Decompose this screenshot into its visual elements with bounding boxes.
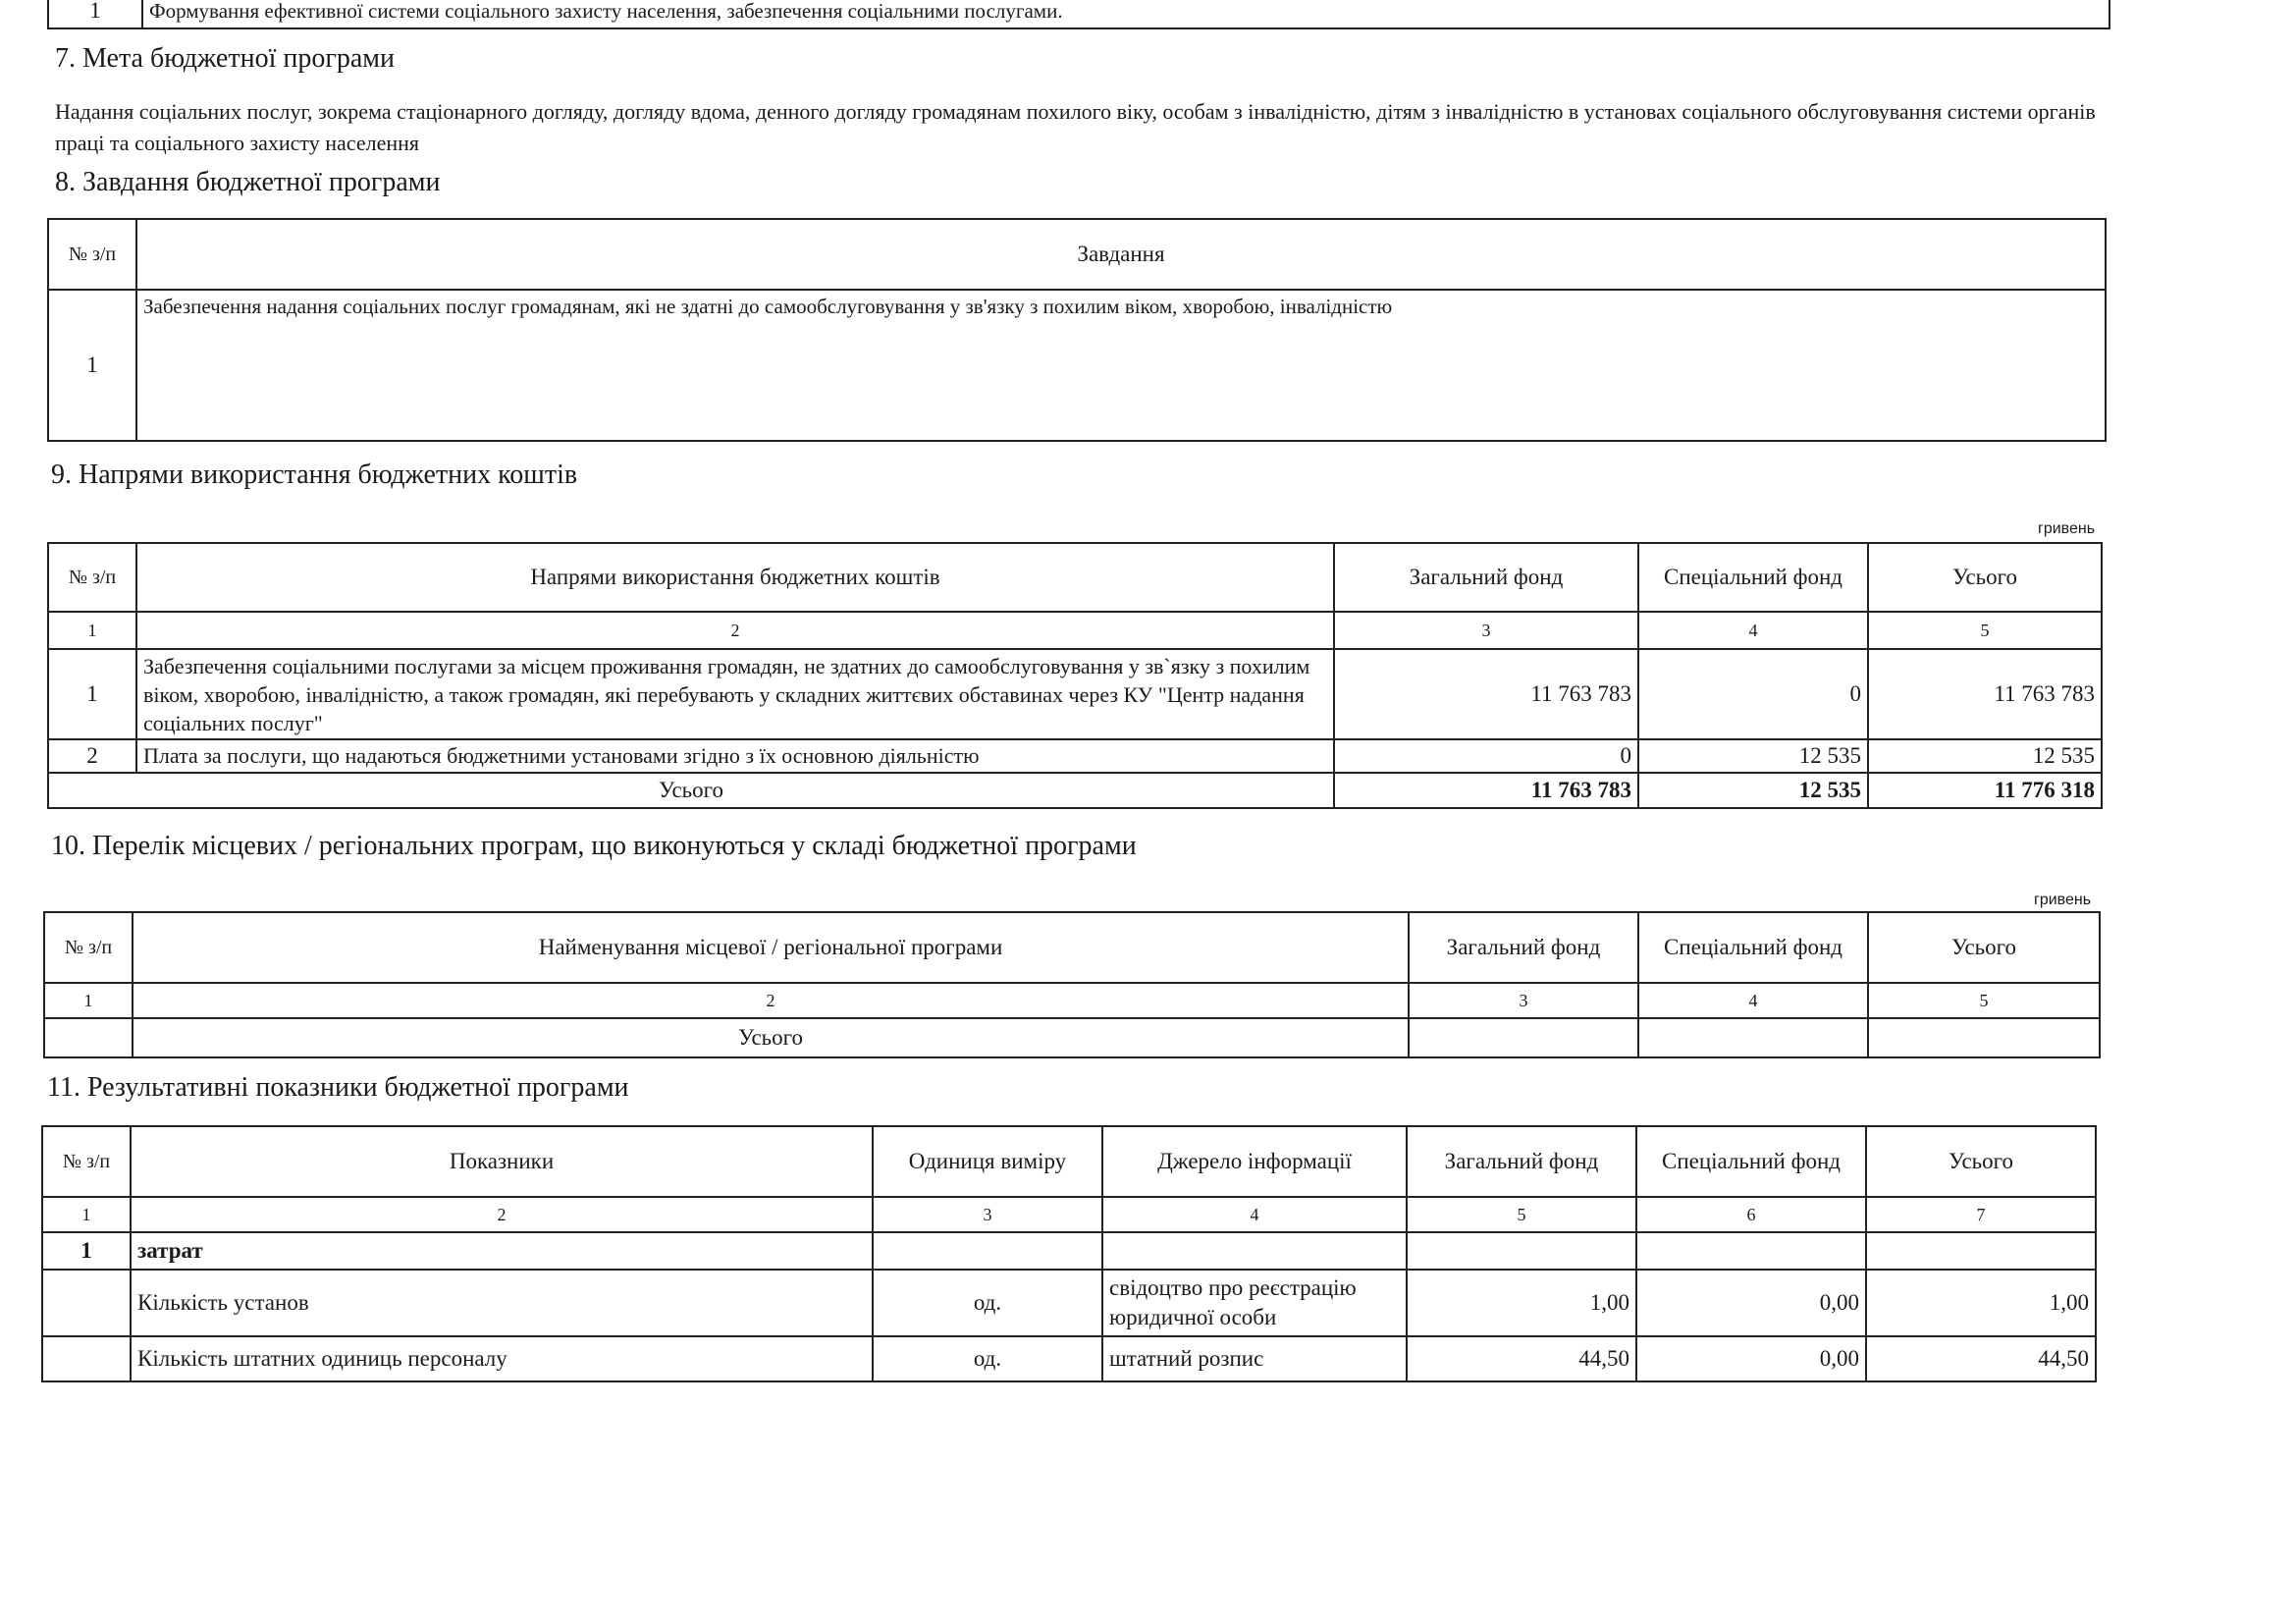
header-num: № з/п <box>48 543 136 612</box>
column-number: 4 <box>1638 983 1868 1018</box>
section7-text: Надання соціальних послуг, зокрема стаціонарного догляду, догляду вдома, денного догляду громадянам похилого віку, особам з інвалідністю, дітям з інвалідністю в установах соціального обслуговування системи органів праці та соціального захисту населення <box>55 99 2096 155</box>
table-cell: 44,50 <box>1407 1336 1636 1381</box>
column-number: 4 <box>1638 612 1868 649</box>
table-cell <box>1636 1232 1866 1270</box>
table-cell <box>1409 1018 1638 1057</box>
section8-title: 8. Завдання бюджетної програми <box>55 167 441 197</box>
header-unit: Одиниця виміру <box>873 1126 1102 1197</box>
table-row <box>42 1270 2096 1336</box>
header-general-fund: Загальний фонд <box>1407 1126 1636 1197</box>
unit-label: гривень <box>2038 520 2096 537</box>
group-number: 1 <box>42 1232 131 1270</box>
column-number: 4 <box>1102 1197 1407 1232</box>
table-cell: 2 <box>48 739 136 773</box>
table-cell: 0,00 <box>1636 1270 1866 1336</box>
total-total: 11 776 318 <box>1868 773 2102 808</box>
indicators-table <box>41 1125 2097 1382</box>
header-source: Джерело інформації <box>1102 1126 1407 1197</box>
table-cell: 44,50 <box>1866 1336 2096 1381</box>
header-num: № з/п <box>48 219 136 290</box>
section6-table-tail <box>47 0 2110 29</box>
column-number: 2 <box>136 612 1334 649</box>
tasks-table <box>47 218 2107 442</box>
header-special-fund: Спеціальний фонд <box>1638 912 1868 983</box>
column-number: 1 <box>48 612 136 649</box>
total-row <box>44 1018 2100 1057</box>
header-special-fund: Спеціальний фонд <box>1638 543 1868 612</box>
table-cell: 1,00 <box>1866 1270 2096 1336</box>
table-cell <box>1868 1018 2100 1057</box>
column-number: 2 <box>131 1197 873 1232</box>
group-label: затрат <box>131 1232 873 1270</box>
table-row <box>48 649 2102 739</box>
table-cell: 12 535 <box>1868 739 2102 773</box>
table-cell: од. <box>873 1336 1102 1381</box>
header-general-fund: Загальний фонд <box>1334 543 1638 612</box>
table-cell <box>44 1018 133 1057</box>
header-total: Усього <box>1868 543 2102 612</box>
table-row <box>42 1336 2096 1381</box>
column-number: 6 <box>1636 1197 1866 1232</box>
table-cell: 11 763 783 <box>1868 649 2102 739</box>
table-cell: Кількість штатних одиниць персоналу <box>131 1336 873 1381</box>
table-cell <box>1102 1232 1407 1270</box>
header-task: Завдання <box>136 219 2106 290</box>
column-number: 3 <box>1334 612 1638 649</box>
table-cell: 12 535 <box>1638 739 1868 773</box>
header-total: Усього <box>1866 1126 2096 1197</box>
table-cell: Плата за послуги, що надаються бюджетними установами згідно з їх основною діяльністю <box>136 739 1334 773</box>
table-cell <box>42 1270 131 1336</box>
table-row <box>48 739 2102 773</box>
table-cell: 0 <box>1638 649 1868 739</box>
header-general-fund: Загальний фонд <box>1409 912 1638 983</box>
group-row <box>42 1232 2096 1270</box>
total-general: 11 763 783 <box>1334 773 1638 808</box>
table-cell: 1 <box>48 649 136 739</box>
header-name: Показники <box>131 1126 873 1197</box>
table-cell: 1 <box>48 290 136 441</box>
table-cell: 0,00 <box>1636 1336 1866 1381</box>
table-cell: 0 <box>1334 739 1638 773</box>
expenditure-table <box>47 542 2103 809</box>
total-label: Усього <box>133 1018 1409 1057</box>
section10-title: 10. Перелік місцевих / регіональних програм, що виконуються у складі бюджетної програми <box>51 831 1137 861</box>
total-row <box>48 773 2102 808</box>
table-cell: Забезпечення соціальними послугами за місцем проживання громадян, не здатних до самообслуговування у зв`язку з похилим віком, хворобою, інвалідністю, а також громадян, які перебувають у складних життєвих обставинах через КУ "Центр надання соціальних послуг" <box>136 649 1334 739</box>
section9-title: 9. Напрями використання бюджетних коштів <box>51 460 578 490</box>
table-cell: Кількість установ <box>131 1270 873 1336</box>
section11-title: 11. Результативні показники бюджетної програми <box>47 1072 629 1103</box>
column-number: 1 <box>42 1197 131 1232</box>
column-number: 3 <box>873 1197 1102 1232</box>
column-number: 5 <box>1868 612 2102 649</box>
column-number: 7 <box>1866 1197 2096 1232</box>
table-cell <box>1407 1232 1636 1270</box>
header-num: № з/п <box>42 1126 131 1197</box>
column-number: 5 <box>1407 1197 1636 1232</box>
column-number: 1 <box>44 983 133 1018</box>
column-number: 3 <box>1409 983 1638 1018</box>
total-label: Усього <box>48 773 1334 808</box>
header-total: Усього <box>1868 912 2100 983</box>
table-cell <box>873 1232 1102 1270</box>
table-cell: штатний розпис <box>1102 1336 1407 1381</box>
total-special: 12 535 <box>1638 773 1868 808</box>
table-cell: Забезпечення надання соціальних послуг громадянам, які не здатні до самообслуговування у зв'язку з похилим віком, хворобою, інвалідністю <box>136 290 2106 441</box>
header-special-fund: Спеціальний фонд <box>1636 1126 1866 1197</box>
header-num: № з/п <box>44 912 133 983</box>
table-cell: 1 <box>48 0 142 28</box>
table-cell <box>42 1336 131 1381</box>
table-cell: Формування ефективної системи соціального захисту населення, забезпечення соціальними послугами. <box>142 0 2109 28</box>
table-cell: свідоцтво про реєстрацію юридичної особи <box>1102 1270 1407 1336</box>
local-programs-table <box>43 911 2101 1058</box>
table-cell <box>1866 1232 2096 1270</box>
table-cell: 1,00 <box>1407 1270 1636 1336</box>
table-cell <box>1638 1018 1868 1057</box>
table-cell: од. <box>873 1270 1102 1336</box>
header-name: Напрями використання бюджетних коштів <box>136 543 1334 612</box>
column-number: 2 <box>133 983 1409 1018</box>
section7-title: 7. Мета бюджетної програми <box>55 43 395 74</box>
column-number: 5 <box>1868 983 2100 1018</box>
header-name: Найменування місцевої / регіональної програми <box>133 912 1409 983</box>
unit-label: гривень <box>2034 892 2092 908</box>
table-cell: 11 763 783 <box>1334 649 1638 739</box>
